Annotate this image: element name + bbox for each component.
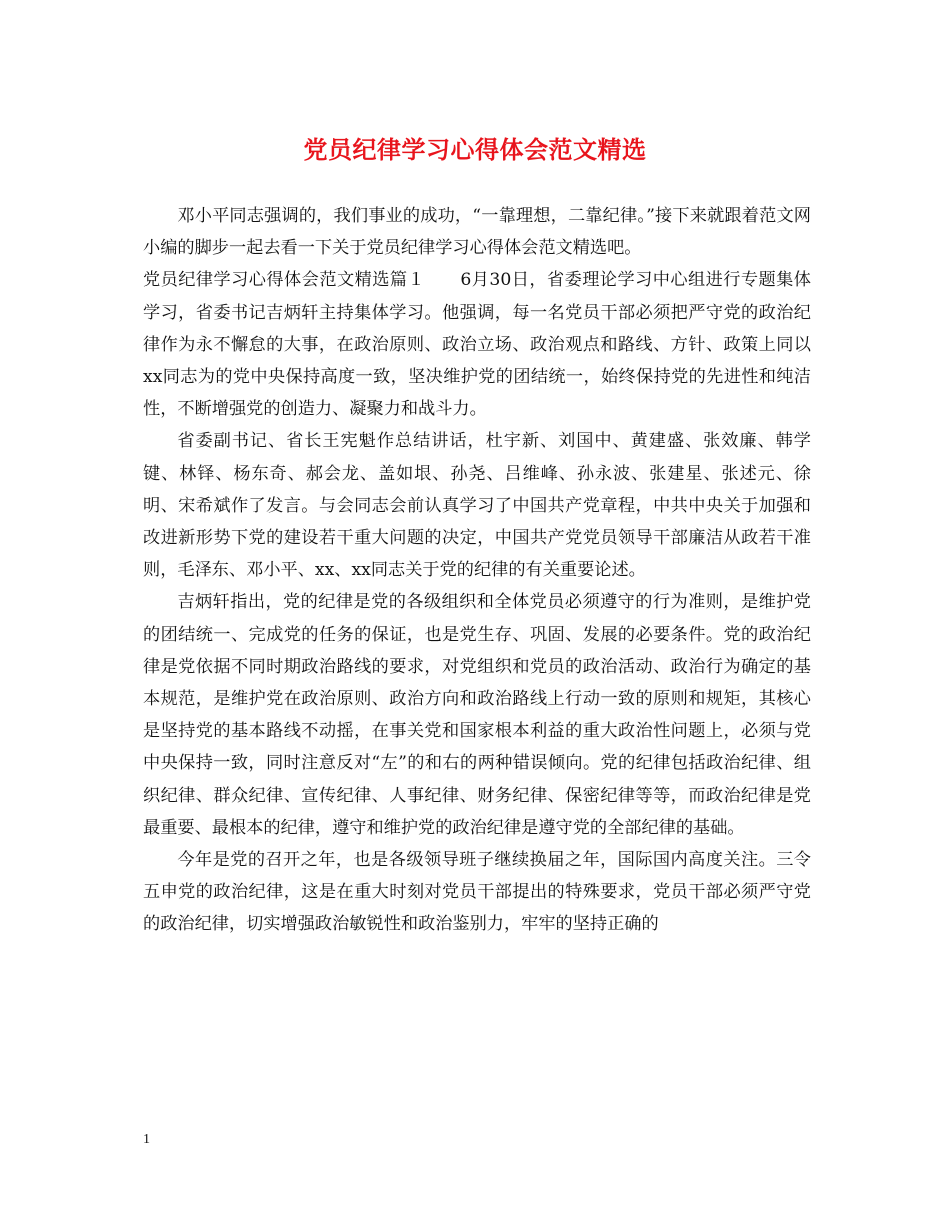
document-body <box>143 200 811 941</box>
document-title: 党员纪律学习心得体会范文精选 <box>303 135 647 164</box>
page-number: 1 <box>143 1132 150 1147</box>
paragraph-intro: 邓小平同志强调的，我们事业的成功，“一靠理想，二靠纪律。”接下来就跟着范文网小编的脚步一起去看一下关于党员纪律学习心得体会范文精选吧。 <box>143 206 811 259</box>
paragraph-this-year: 今年是党的召开之年，也是各级领导班子继续换届之年，国际国内高度关注。三令五申党的政治纪律，这是在重大时刻对党员干部提出的特殊要求，党员干部必须严守党的政治纪律，切实增强政治敏锐性和政治鉴别力，牢牢的坚持正确的 <box>143 850 811 935</box>
paragraph-discipline: 吉炳轩指出，党的纪律是党的各级组织和全体党员必须遵守的行为准则，是维护党的团结统一、完成党的任务的保证，也是党生存、巩固、发展的必要条件。党的政治纪律是党依据不同时期政治路线的要求，对党组织和党员的政治活动、政治行为确定的基本规范，是维护党在政治原则、政治方向和政治路线上行动一致的原则和规矩，其核心是坚持党的基本路线不动摇，在事关党和国家根本利益的重大政治性问题上，必须与党中央保持一致，同时注意反对“左”的和右的两种错误倾向。党的纪律包括政治纪律、组织纪律、群众纪律、宣传纪律、人事纪律、财务纪律、保密纪律等等，而政治纪律是党最重要、最根本的纪律，遵守和维护党的政治纪律是遵守党的全部纪律的基础。 <box>143 592 811 838</box>
paragraph-section-1: 党员纪律学习心得体会范文精选篇１ 6月30日，省委理论学习中心组进行专题集体学习，省委书记吉炳轩主持集体学习。他强调，每一名党员干部必须把严守党的政治纪律作为永不懈怠的大事，在政治原则、政治立场、政治观点和路线、方针、政策上同以xx同志为的党中央保持高度一致，坚决维护党的团结统一，始终保持党的先进性和纯洁性，不断增强党的创造力、凝聚力和战斗力。 <box>143 270 811 420</box>
paragraph-speakers: 省委副书记、省长王宪魁作总结讲话，杜宇新、刘国中、黄建盛、张效廉、韩学键、林铎、杨东奇、郝会龙、盖如垠、孙尧、吕维峰、孙永波、张建星、张述元、徐明、宋希斌作了发言。与会同志会前认真学习了中国共产党章程，中共中央关于加强和改进新形势下党的建设若干重大问题的决定，中国共产党党员领导干部廉洁从政若干准则，毛泽东、邓小平、xx、xx同志关于党的纪律的有关重要论述。 <box>143 431 811 581</box>
